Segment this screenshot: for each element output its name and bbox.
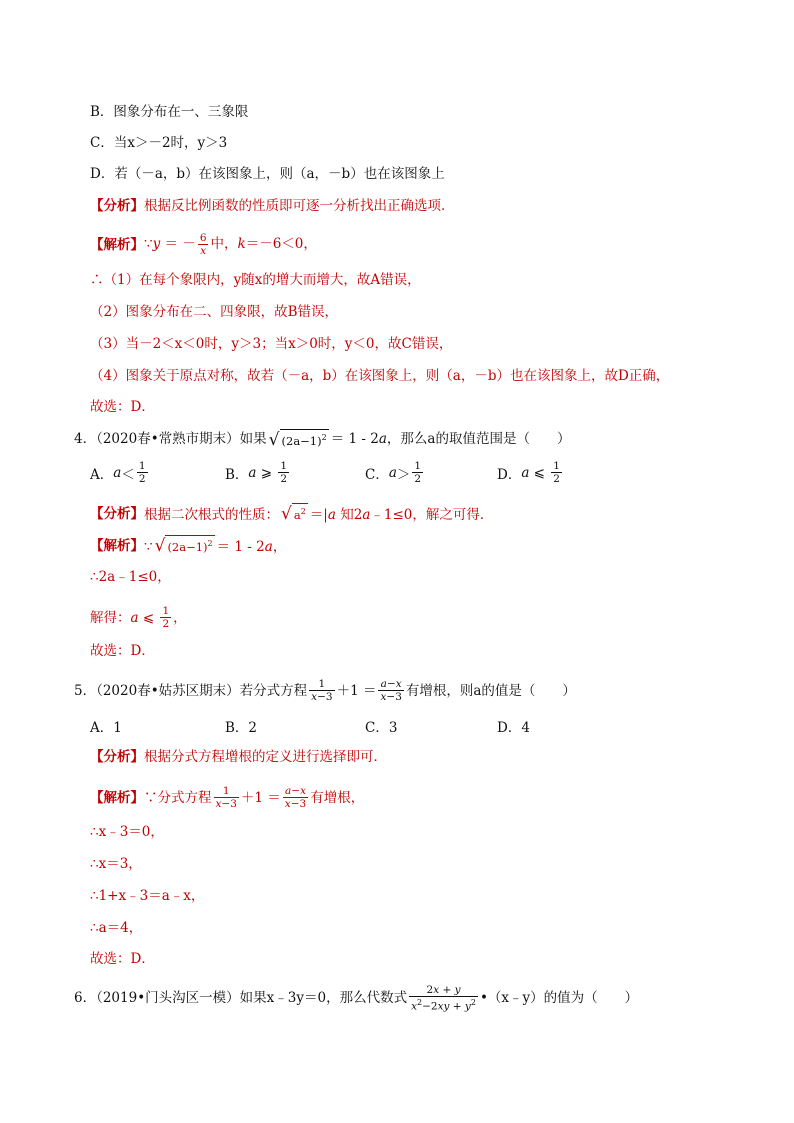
- q4-solution: 【解析】 ∵ √ $(2a-1)^2$ ＝ 1 - 2a，: [90, 535, 287, 556]
- q4-option-d: D． a ⩽ $\frac{1}{2}$: [497, 460, 560, 485]
- q4-answer: 故选：D．: [90, 643, 155, 659]
- q4-option-b: B． a ⩾ $\frac{1}{2}$: [225, 460, 288, 485]
- analysis-tag: 【分析】: [90, 198, 144, 214]
- q5-step-1: ∴x﹣3＝0，: [90, 824, 164, 840]
- q5-option-b: B．2: [225, 720, 258, 736]
- q5-step-2: ∴x＝3，: [90, 856, 142, 872]
- q3-step-2: （2）图象分布在二、四象限，故B错误，: [90, 304, 339, 320]
- q4-option-a: A． a ＜ $\frac{1}{2}$: [90, 460, 146, 485]
- q4-stem-expression: √ $(2a-1)^2$: [268, 429, 327, 450]
- q6-stem: 6．（2019•门头沟区一模）如果x﹣3y＝0，那么代数式 $\frac{2x + y}{x^2-2xy + y^2}$ •（x﹣y）的值为（ ）: [74, 984, 639, 1013]
- q4-stem: 4．（2020春•常熟市期末）如果 √ $(2a-1)^2$ ＝ 1 - 2a ，那么a的取值范围是（ ）: [74, 429, 571, 450]
- q3-option-d: D．若（－a，b）在该图象上，则（a，－b）也在该图象上: [90, 166, 445, 182]
- q3-step-4: （4）图象关于原点对称，故若（－a，b）在该图象上，则（a，－b）也在该图象上，故D正确，: [90, 368, 670, 384]
- q5-option-d: D．4: [497, 720, 530, 736]
- q4-step-2: 解得： a ⩽ $\frac{1}{2}$ ，: [90, 605, 187, 630]
- q5-analysis: 【分析】 根据分式方程增根的定义进行选择即可．: [90, 749, 387, 765]
- q5-stem: 5．（2020春•姑苏区期末）若分式方程 $\frac{1}{x-3}$ ＋1 ＝ $\frac{a-x}{x-3}$ 有增根，则a的值是（ ）: [74, 678, 576, 703]
- q5-option-a: A．1: [90, 720, 122, 736]
- q5-answer: 故选：D．: [90, 951, 155, 967]
- q4-option-c: C． a ＞ $\frac{1}{2}$: [365, 460, 422, 485]
- q3-answer: 故选：D．: [90, 399, 155, 415]
- q5-solution: 【解析】 ∵分式方程 $\frac{1}{x-3}$ ＋1 ＝ $\frac{a-x}{x-3}$ 有增根，: [90, 785, 365, 810]
- q3-option-c: C．当x＞－2时，y＞3: [90, 135, 228, 151]
- q3-option-b: B．图象分布在一、三象限: [90, 104, 249, 120]
- q3-analysis: [90, 196, 455, 216]
- q5-step-4: ∴a＝4，: [90, 920, 143, 936]
- solution-tag: 【解析】: [90, 236, 144, 253]
- q5-step-3: ∴1+x﹣3＝a﹣x，: [90, 888, 205, 904]
- analysis-text: 根据反比例函数的性质即可逐一分析找出正确选项．: [144, 198, 455, 214]
- q5-option-c: C．3: [365, 720, 398, 736]
- q3-step-3: （3）当－2＜x＜0时，y＞3；当x＞0时，y＜0，故C错误，: [90, 336, 453, 352]
- solution-text: ∵y ＝ － $\frac{6}{x}$ 中，k＝－6＜0，: [144, 232, 317, 257]
- q3-solution: [90, 232, 317, 257]
- q4-analysis: 【分析】 根据二次根式的性质： √ $a^2$ ＝|a 知2a﹣1≤0，解之可得．: [90, 503, 494, 524]
- q3-step-1: ∴（1）在每个象限内，y随x的增大而增大，故A错误，: [90, 272, 421, 288]
- q4-step-1: ∴2a﹣1≤0，: [90, 569, 171, 585]
